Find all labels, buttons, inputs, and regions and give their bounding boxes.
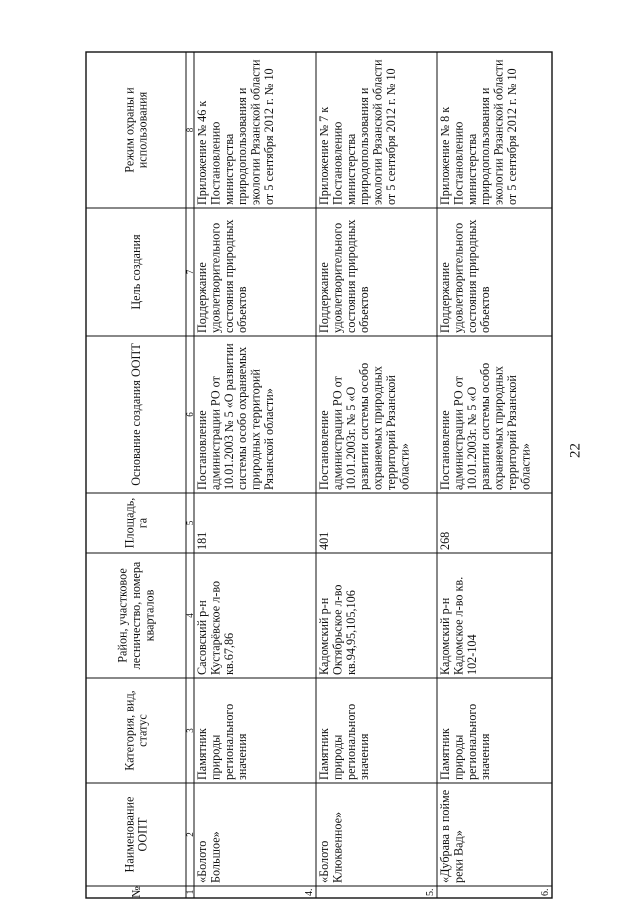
district-forestry: Сасовский р-нКустарёвское л-вокв.67,86	[195, 580, 236, 675]
creation-goal: Поддержаниеудовлетворительногосостояния природныхобъектов	[195, 219, 250, 333]
header-cell: Цель создания	[129, 234, 143, 310]
oopt-name: «БолотоКлюквенное»	[317, 811, 345, 883]
page-number: 22	[567, 443, 584, 458]
column-number: 6	[185, 412, 195, 417]
header-cell: Категория, вид,статус	[122, 690, 150, 771]
category-status: Памятникприродырегиональногозначения	[317, 703, 372, 780]
oopt-name: «Дубрава в поймереки Вад»	[438, 789, 466, 883]
column-number: 2	[185, 832, 195, 837]
column-number: 8	[185, 127, 195, 133]
header-cell: Район, участковоелесничество, номеракварталов	[115, 561, 157, 670]
header-cell: Основание создания ООПТ	[129, 343, 143, 486]
row-number: 5.	[425, 888, 436, 896]
creation-basis: Постановлениеадминистрации РО от10.01.2003г. № 5 «Оразвитии системы особоохраняемых природныхтерриторий Рязанскойобласти»	[317, 362, 412, 490]
protection-regime: Приложение № 7 кПостановлениюминистерстваприродопользования иэкологии Рязанской областиот 5 сентября 2012 г. № 10	[317, 59, 398, 205]
protection-regime: Приложение № 46 кПостановлениюминистерстваприродопользования иэкологии Рязанской областиот 5 сентября 2012 г. № 10	[195, 59, 276, 205]
column-number: 1	[185, 889, 195, 895]
header-cell: Площадь,га	[122, 497, 150, 549]
creation-goal: Поддержаниеудовлетворительногосостояния природныхобъектов	[317, 219, 372, 333]
category-status: Памятникприродырегиональногозначения	[438, 703, 493, 780]
area-ha: 181	[195, 531, 209, 550]
row-number: 6.	[540, 888, 551, 896]
column-number: 7	[185, 269, 195, 275]
row-number: 4.	[304, 888, 315, 896]
district-forestry: Кадомский р-нКадомское л-во кв.102-104	[438, 576, 479, 675]
district-forestry: Кадомский р-нОктябрьское л-вокв.94,95,105,106	[317, 584, 358, 675]
creation-basis: Постановлениеадминистрации РО от10.01.2003 № 5 «О развитиисистемы особо охраняемыхприродных территорийРязанской области»	[195, 343, 276, 490]
header-cell: Режим охраны ииспользования	[122, 87, 150, 173]
area-ha: 268	[438, 531, 452, 550]
column-number: 5	[185, 520, 195, 526]
category-status: Памятникприродырегиональногозначения	[195, 703, 250, 780]
oopt-name: «БолотоБольшое»	[195, 831, 223, 883]
column-number: 4	[185, 613, 195, 618]
area-ha: 401	[317, 531, 331, 550]
header-cell: №	[129, 886, 143, 898]
creation-goal: Поддержаниеудовлетворительногосостояния природныхобъектов	[438, 219, 493, 333]
creation-basis: Постановлениеадминистрации РО от10.01.2003г. № 5 «Оразвитии системы особоохраняемых природныхтерриторий Рязанскойобласти»	[438, 362, 533, 490]
column-number: 3	[185, 728, 195, 733]
header-cell: НаименованиеООПТ	[122, 796, 150, 873]
protection-regime: Приложение № 8 кПостановлениюминистерстваприродопользования иэкологии Рязанской областиот 5 сентября 2012 г. № 10	[438, 59, 519, 205]
